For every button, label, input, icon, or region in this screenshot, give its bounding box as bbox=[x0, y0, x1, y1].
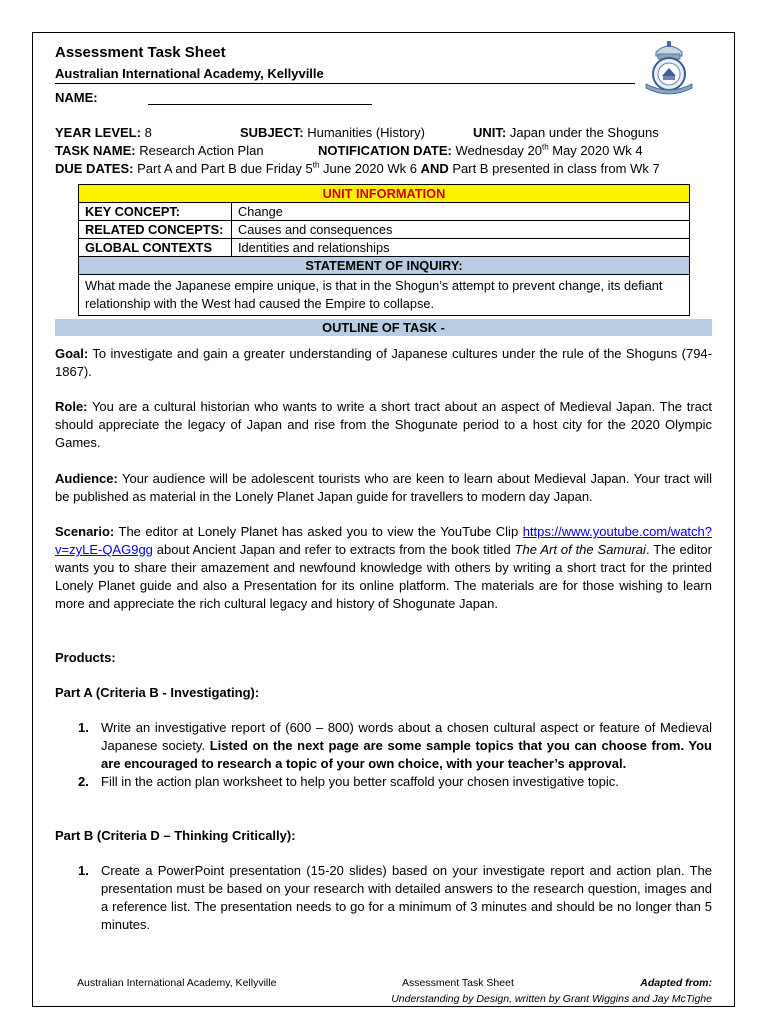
unit-value: Japan under the Shoguns bbox=[509, 125, 659, 140]
statement-of-inquiry-heading: STATEMENT OF INQUIRY: bbox=[79, 257, 690, 275]
global-contexts-label: GLOBAL CONTEXTS bbox=[79, 239, 232, 257]
subject-value: Humanities (History) bbox=[307, 125, 425, 140]
page-border bbox=[32, 32, 735, 1007]
part-b-list bbox=[55, 862, 712, 934]
task-label: TASK NAME: bbox=[55, 143, 136, 158]
school-name: Australian International Academy, Kellyville bbox=[55, 66, 324, 81]
year-label: YEAR LEVEL: bbox=[55, 125, 141, 140]
subject-label: SUBJECT: bbox=[240, 125, 304, 140]
key-concept-value: Change bbox=[232, 203, 690, 221]
footer-title: Assessment Task Sheet bbox=[402, 977, 514, 989]
info-row-unit bbox=[473, 125, 659, 140]
list-item: 2. Fill in the action plan worksheet to help you better scaffold your chosen investigative topic. bbox=[78, 774, 619, 789]
list-item: 1. Write an investigative report of (600 – 800) words about a chosen cultural aspect or feature of Medieval Japanese society. Listed on the next page are some sample topics that you can choose from. You are encouraged to research a topic of your own choice, with your teacher’s approval. bbox=[78, 720, 713, 771]
due-label: DUE DATES: bbox=[55, 161, 134, 176]
table-row bbox=[79, 221, 690, 239]
header-divider bbox=[55, 83, 635, 84]
table-row bbox=[79, 239, 690, 257]
name-input-line[interactable] bbox=[148, 104, 372, 105]
footer-school: Australian International Academy, Kellyville bbox=[77, 977, 277, 989]
list-item: 1. Create a PowerPoint presentation (15-20 slides) based on your investigate report and action plan. The presentation must be based on your research with detailed answers to the research question, images and a reference list. The presentation needs to go for a minimum of 3 minutes and should be no longer than 5 minutes. bbox=[78, 863, 712, 932]
unit-information-table bbox=[78, 184, 690, 316]
part-a-heading: Part A (Criteria B - Investigating): bbox=[55, 685, 260, 700]
youtube-link[interactable]: https://www.youtube.com/watch?v=zyLE-QAG9gg bbox=[55, 524, 712, 557]
document-title: Assessment Task Sheet bbox=[55, 44, 226, 61]
statement-of-inquiry-text: What made the Japanese empire unique, is that in the Shogun’s attempt to prevent change, its defiant relationship with the West had caused the Empire to collapse. bbox=[79, 275, 690, 316]
info-row-task bbox=[55, 143, 264, 158]
global-contexts-value: Identities and relationships bbox=[232, 239, 690, 257]
unit-information-heading: UNIT INFORMATION bbox=[79, 185, 690, 203]
info-row-notification bbox=[318, 143, 643, 158]
scenario-paragraph: Scenario: The editor at Lonely Planet has asked you to view the YouTube Clip https://www.youtube.com/watch?v=zyLE-QAG9gg about Ancient Japan and refer to extracts from the book titled The Art of the Samurai. The editor wants you to share their amazement and newfound knowledge with others by writing a short tract for the printed Lonely Planet guide and also a Presentation for its online platform. The materials are for those wishing to learn more and appreciate the rich cultural legacy and history of Shogunate Japan. bbox=[55, 524, 712, 611]
school-crest-icon bbox=[638, 38, 700, 100]
notification-label: NOTIFICATION DATE: bbox=[318, 143, 452, 158]
footer-source: Understanding by Design, written by Grant Wiggins and Jay McTighe bbox=[391, 993, 712, 1005]
info-row-due: DUE DATES: Part A and Part B due Friday 5th June 2020 Wk 6 AND Part B presented in class from Wk 7 bbox=[55, 160, 660, 176]
goal-paragraph: Goal: To investigate and gain a greater understanding of Japanese cultures under the rule of the Shoguns (794-1867). bbox=[55, 346, 712, 379]
book-title: The Art of the Samurai bbox=[514, 542, 646, 557]
part-a-list bbox=[55, 719, 712, 791]
notification-value: Wednesday 20th May 2020 Wk 4 bbox=[455, 142, 643, 158]
related-concepts-label: RELATED CONCEPTS: bbox=[79, 221, 232, 239]
part-b-heading: Part B (Criteria D – Thinking Critically): bbox=[55, 828, 296, 843]
products-label: Products: bbox=[55, 650, 116, 665]
table-row bbox=[79, 203, 690, 221]
audience-paragraph: Audience: Your audience will be adolescent tourists who are keen to learn about Medieval Japan. Your tract will be published as material in the Lonely Planet Japan guide for travellers to modern day Japan. bbox=[55, 471, 712, 504]
outline-of-task-heading: OUTLINE OF TASK - bbox=[55, 319, 712, 336]
footer-adapted-label: Adapted from: bbox=[640, 977, 712, 989]
year-value: 8 bbox=[144, 125, 152, 140]
unit-label: UNIT: bbox=[473, 125, 507, 140]
task-value: Research Action Plan bbox=[139, 143, 264, 158]
name-label: NAME: bbox=[55, 90, 98, 105]
info-row-subject bbox=[240, 125, 425, 140]
info-row-year bbox=[55, 125, 152, 140]
related-concepts-value: Causes and consequences bbox=[232, 221, 690, 239]
key-concept-label: KEY CONCEPT: bbox=[79, 203, 232, 221]
role-paragraph: Role: You are a cultural historian who wants to write a short tract about an aspect of Medieval Japan. The tract should appreciate the legacy of Japan and rise from the Shogunate period to a host city for the 2020 Olympic Games. bbox=[55, 399, 712, 450]
